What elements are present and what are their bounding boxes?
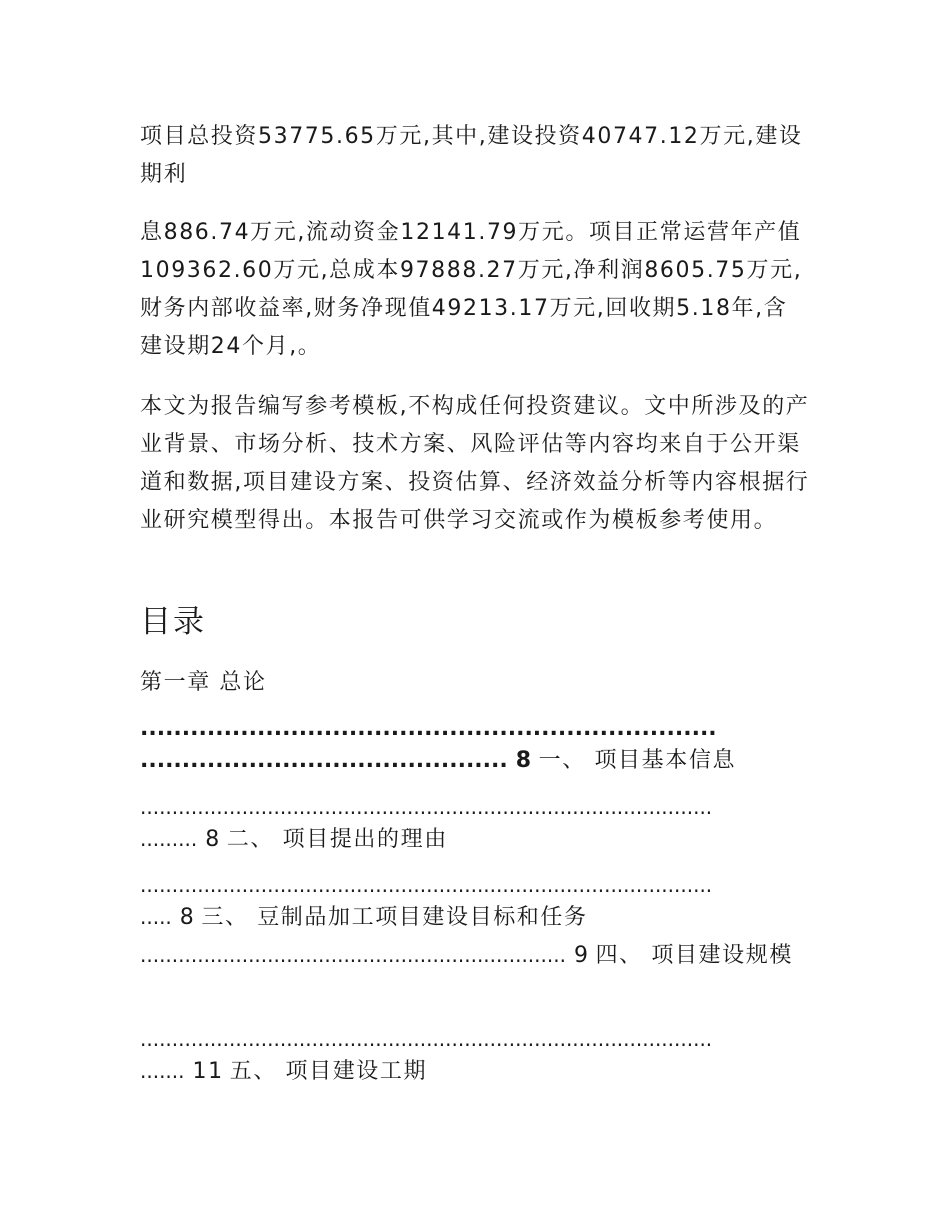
toc-item-label: 三、 豆制品加工项目建设目标和任务 bbox=[201, 905, 588, 930]
toc-item-label: 四、 项目建设规模 bbox=[595, 943, 793, 968]
leader-dots: .......................................................................................... bbox=[140, 873, 713, 897]
toc-item-page: 11 bbox=[192, 1059, 224, 1084]
toc-chapter-title: 第一章 总论 bbox=[140, 670, 267, 695]
toc-line bbox=[140, 1052, 812, 1091]
intro-paragraph-disclaimer: 本文为报告编写参考模板,不构成任何投资建议。文中所涉及的产业背景、市场分析、技术方案、风险评估等内容均来自于公开渠道和数据,项目建设方案、投资估算、经济效益分析等内容根据行业研究模型得出。本报告可供学习交流或作为模板参考使用。 bbox=[140, 394, 810, 533]
intro-paragraph-investment: 项目总投资53775.65万元,其中,建设投资40747.12万元,建设期利 bbox=[140, 124, 803, 187]
leader-dots: .......................................................................................... bbox=[140, 1027, 713, 1051]
leader-dots: ......... bbox=[140, 827, 198, 851]
leader-dots: ..... bbox=[140, 905, 172, 929]
intro-paragraph-financials: 息886.74万元,流动资金12141.79万元。项目正常运营年产值109362.60万元,总成本97888.27万元,净利润8605.75万元,财务内部收益率,财务净现值49213.17万元,回收期5.18年,含建设期24个月,。 bbox=[140, 220, 803, 359]
toc-chapter-page: 8 bbox=[515, 748, 533, 773]
leader-dots: ..................................................................... bbox=[140, 716, 717, 741]
toc-item-label: 二、 项目提出的理由 bbox=[226, 827, 448, 852]
toc-line bbox=[140, 742, 812, 780]
leader-dots: ....... bbox=[140, 1059, 185, 1083]
toc-item-page: 8 bbox=[179, 905, 196, 930]
toc-line bbox=[140, 820, 812, 859]
toc-line bbox=[140, 936, 812, 975]
leader-dots: .......................................................................................... bbox=[140, 795, 713, 819]
toc-line bbox=[140, 898, 812, 937]
toc-item-page: 8 bbox=[205, 827, 221, 852]
leader-dots: ................................................................... bbox=[140, 943, 566, 967]
toc-item-page: 9 bbox=[573, 943, 590, 968]
toc-item-label: 五、 项目建设工期 bbox=[229, 1059, 428, 1084]
toc-item-label: 一、 项目基本信息 bbox=[538, 748, 737, 773]
leader-dots: ............................................ bbox=[140, 748, 508, 773]
toc-heading: 目录 bbox=[140, 604, 206, 640]
